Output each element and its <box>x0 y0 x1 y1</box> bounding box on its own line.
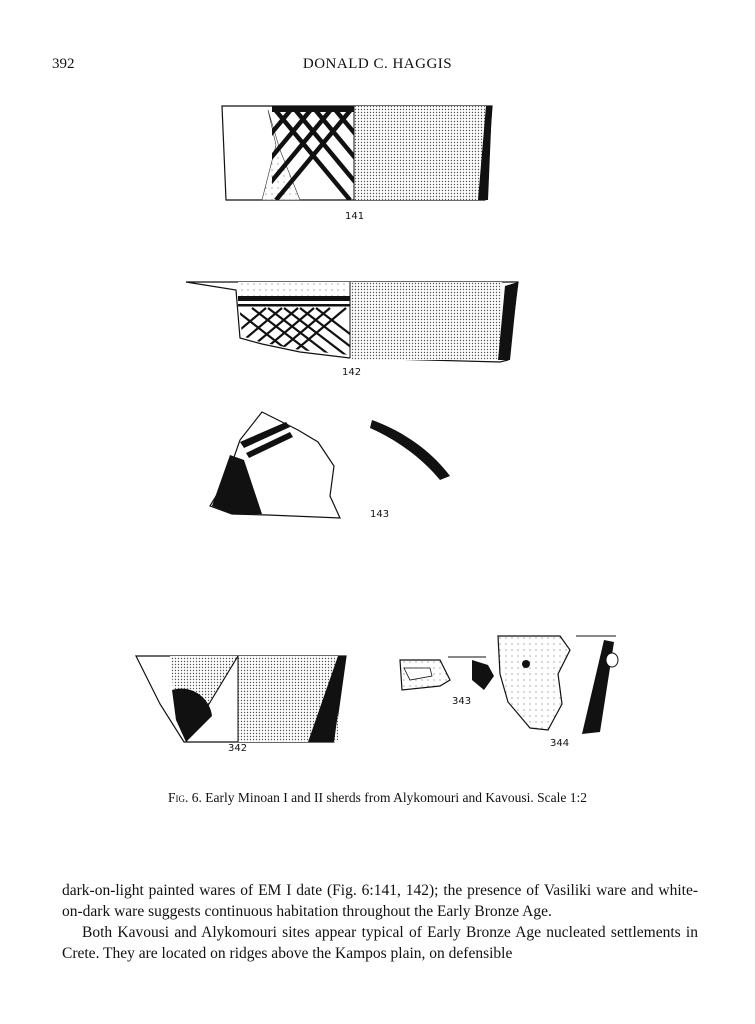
sherd-143-drawing <box>210 412 450 518</box>
running-title: DONALD C. HAGGIS <box>302 56 453 72</box>
sherd-label-342: 342 <box>228 743 248 754</box>
figure-caption <box>0 790 755 806</box>
page-number: 392 <box>52 56 75 72</box>
sherd-label-143: 143 <box>370 509 390 520</box>
running-head <box>0 56 755 76</box>
caption-text: Early Minoan I and II sherds from Alykomouri and Kavousi. Scale 1:2 <box>205 790 587 805</box>
sherd-344-drawing <box>498 636 618 734</box>
sherd-label-142: 142 <box>342 367 362 378</box>
sherd-label-344: 344 <box>550 738 570 749</box>
sherd-label-141: 141 <box>345 211 365 222</box>
paragraph-2: Both Kavousi and Alykomouri sites appear typical of Early Bronze Age nucleated settlements in Crete. They are located on ridges above the Kampos plain, on defensible <box>62 924 698 962</box>
figure-6-drawings <box>0 90 755 780</box>
sherd-141-drawing <box>216 106 492 200</box>
sherd-342-drawing <box>136 656 346 742</box>
caption-lead: Fig. 6. <box>168 790 202 805</box>
body-text <box>62 880 698 964</box>
paragraph-1: dark-on-light painted wares of EM I date (Fig. 6:141, 142); the presence of Vasiliki ware and white-on-dark ware suggests continuous habitation throughout the Early Bronze Age. <box>62 882 698 920</box>
sherd-343-drawing <box>400 657 494 690</box>
sherd-142-drawing <box>186 282 518 362</box>
sherd-label-343: 343 <box>452 696 472 707</box>
